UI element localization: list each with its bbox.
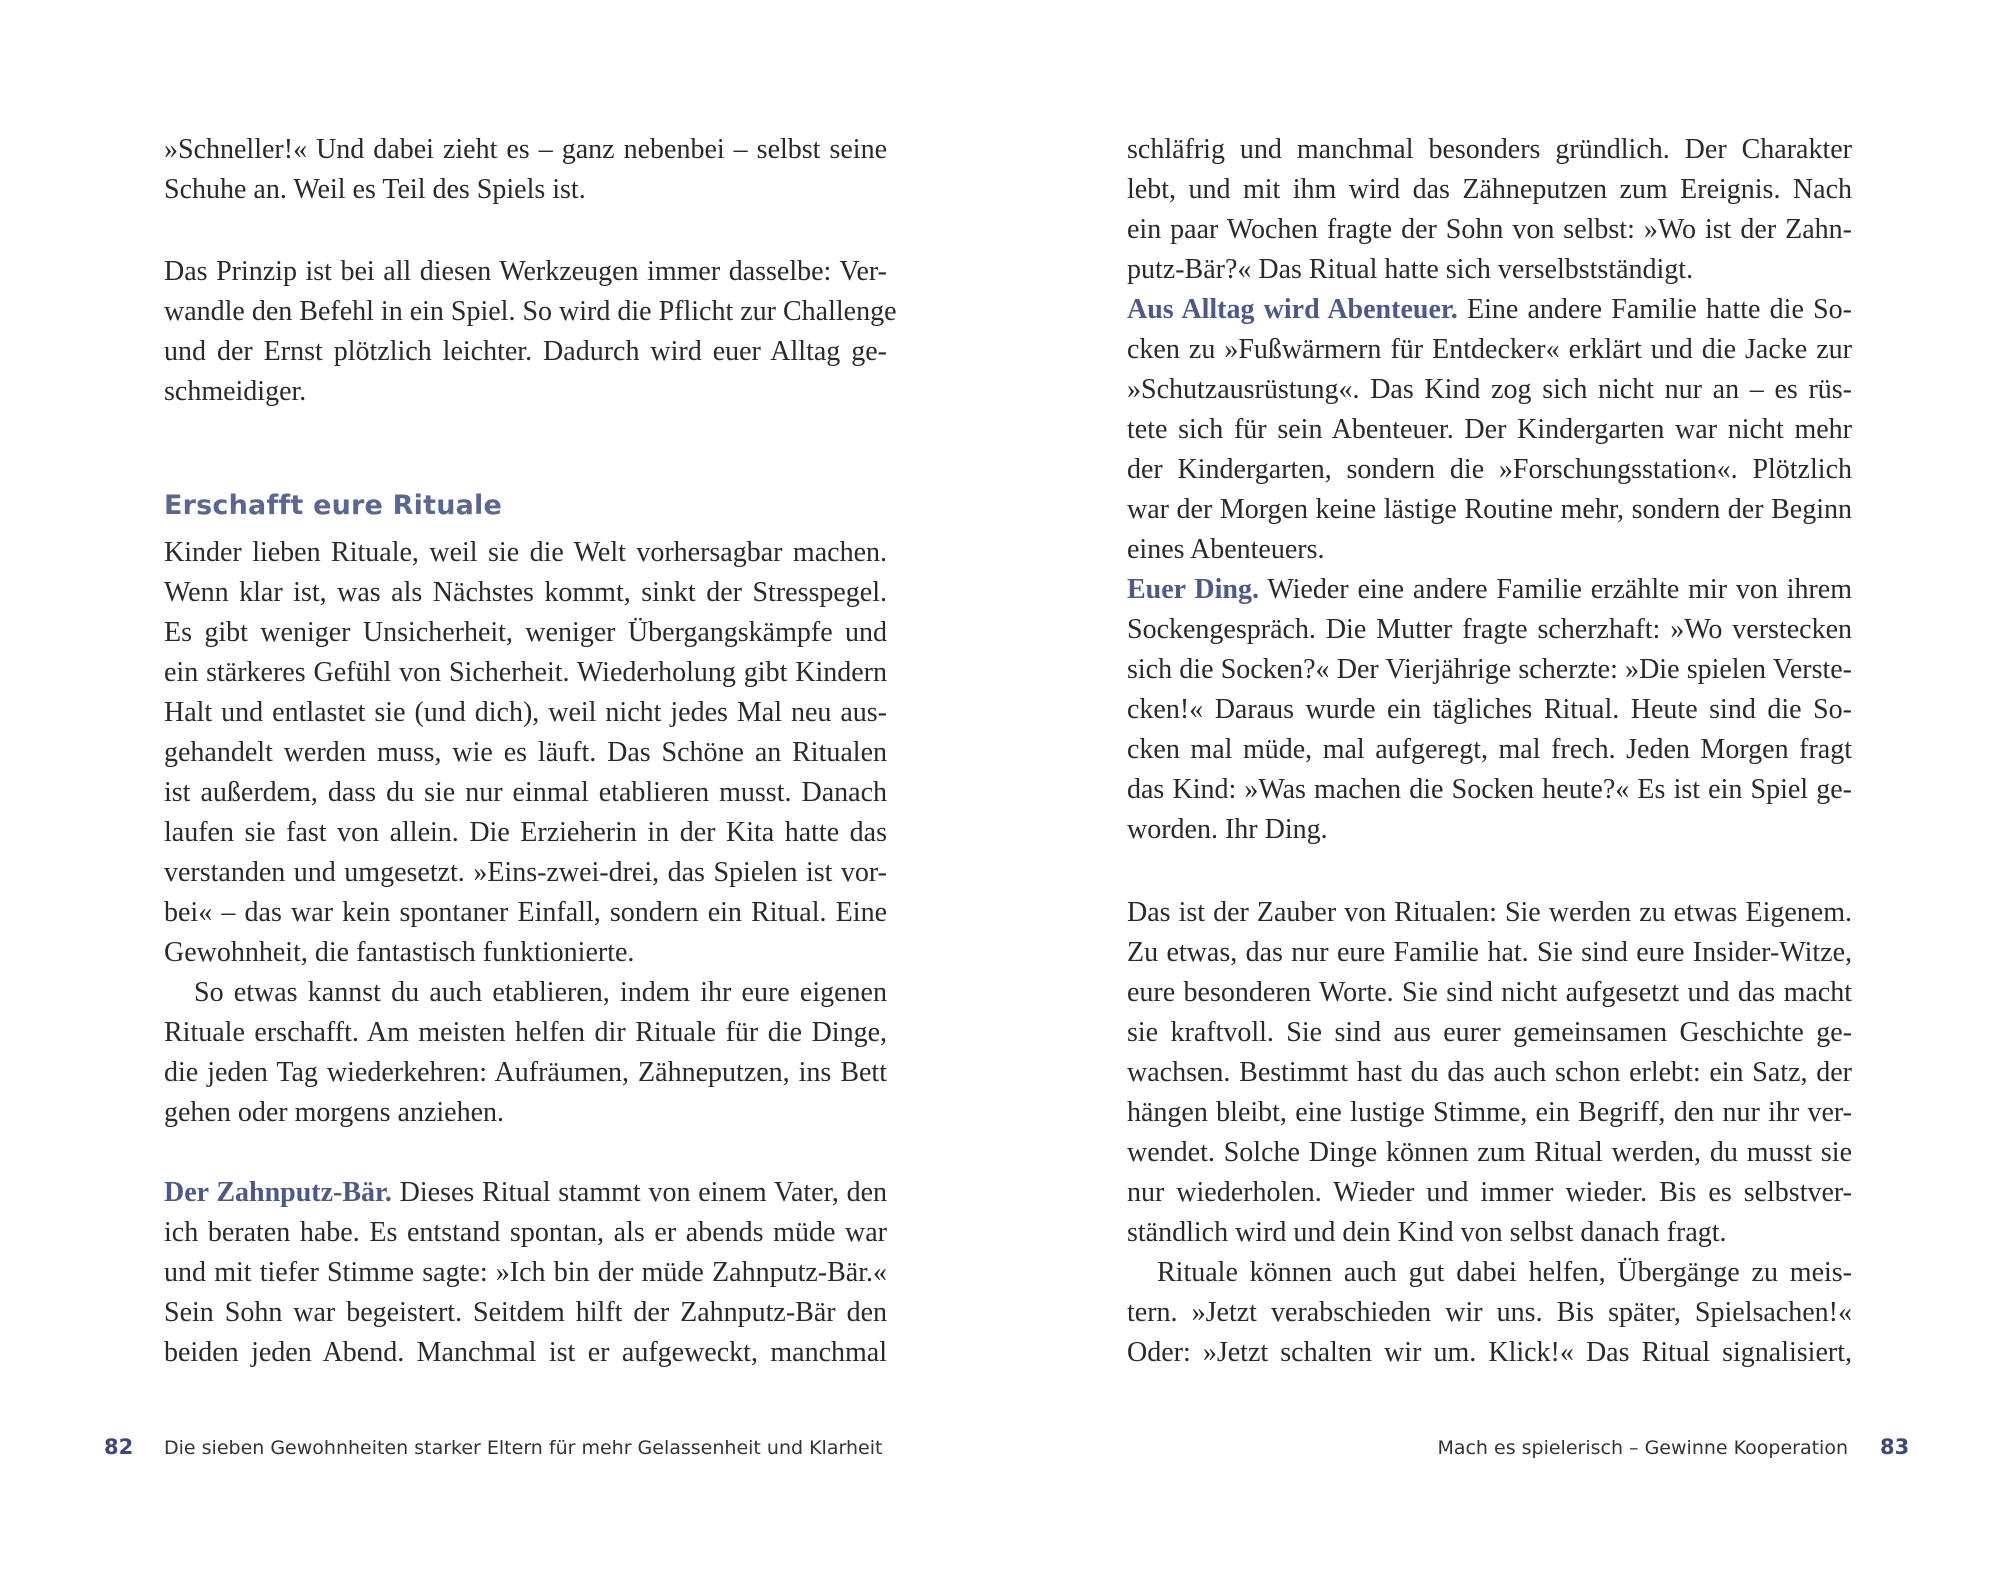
text-line: Das Prinzip ist bei all diesen Werkzeugen immer dasselbe: Ver- (164, 256, 887, 287)
section-heading: Erschafft eure Rituale (164, 490, 502, 521)
text-line: ein stärkeres Gefühl von Sicherheit. Wiederholung gibt Kindern (164, 657, 887, 688)
text-line: schläfrig und manchmal besonders gründlich. Der Charakter (1127, 134, 1852, 165)
text-line (1127, 570, 1852, 610)
text-line: wachsen. Bestimmt hast du das auch schon erlebt: ein Satz, der (1127, 1057, 1852, 1088)
run-in-heading: Aus Alltag wird Abenteuer. (1127, 294, 1458, 325)
text-line: »Schneller!« Und dabei zieht es – ganz nebenbei – selbst seine (164, 134, 887, 165)
text-line: verstanden und umgesetzt. »Eins-zwei-drei, das Spielen ist vor- (164, 857, 887, 888)
text-line: der Kindergarten, sondern die »Forschungsstation«. Plötzlich (1127, 454, 1852, 485)
text-line: schmeidiger. (164, 376, 307, 407)
text-line (164, 1173, 887, 1213)
running-head: Die sieben Gewohnheiten starker Eltern für mehr Gelassenheit und Klarheit (164, 1437, 883, 1459)
text-line: Zu etwas, das nur eure Familie hat. Sie sind eure Insider-Witze, (1127, 937, 1852, 968)
text-line: das Kind: »Was machen die Socken heute?« Es ist ein Spiel ge- (1127, 774, 1852, 805)
text-line: bei« – das war kein spontaner Einfall, sondern ein Ritual. Eine (164, 897, 887, 928)
text-line: ständlich wird und dein Kind von selbst danach fragt. (1127, 1217, 1727, 1248)
text-line: So etwas kannst du auch etablieren, indem ihr eure eigenen (194, 977, 887, 1008)
text-line: putz-Bär?« Das Ritual hatte sich verselbstständigt. (1127, 254, 1694, 285)
text-line: »Schutzausrüstung«. Das Kind zog sich nicht nur an – es rüs- (1127, 374, 1852, 405)
text-line: ein paar Wochen fragte der Sohn von selbst: »Wo ist der Zahn- (1127, 214, 1852, 245)
page-number: 83 (1880, 1435, 1910, 1459)
text-line: Halt und entlastet sie (und dich), weil nicht jedes Mal neu aus- (164, 697, 887, 728)
run-in-heading: Euer Ding. (1127, 574, 1260, 605)
text-line: und der Ernst plötzlich leichter. Dadurch wird euer Alltag ge- (164, 336, 887, 367)
text-line: Das ist der Zauber von Ritualen: Sie werden zu etwas Eigenem. (1127, 897, 1852, 928)
running-head: Mach es spielerisch – Gewinne Kooperation (1437, 1437, 1848, 1459)
text-line (1127, 290, 1852, 330)
text-line: sie kraftvoll. Sie sind aus eurer gemeinsamen Geschichte ge- (1127, 1017, 1852, 1048)
text-line: eure besonderen Worte. Sie sind nicht aufgesetzt und das macht (1127, 977, 1852, 1008)
text-line: ich beraten habe. Es entstand spontan, als er abends müde war (164, 1217, 887, 1248)
text-line: Gewohnheit, die fantastisch funktionierte. (164, 937, 635, 968)
text-line: Oder: »Jetzt schalten wir um. Klick!« Das Ritual signalisiert, (1127, 1337, 1852, 1368)
text-line: lebt, und mit ihm wird das Zähneputzen zum Ereignis. Nach (1127, 174, 1852, 205)
page-number: 82 (104, 1435, 134, 1459)
text-line: Schuhe an. Weil es Teil des Spiels ist. (164, 174, 586, 205)
text-line: eines Abenteuers. (1127, 534, 1325, 565)
text-line: wandle den Befehl in ein Spiel. So wird die Pflicht zur Challenge (164, 296, 897, 327)
text-line: ist außerdem, dass du sie nur einmal etablieren musst. Danach (164, 777, 887, 808)
text-line: Es gibt weniger Unsicherheit, weniger Übergangskämpfe und (164, 617, 887, 648)
text-line: gehen oder morgens anziehen. (164, 1097, 505, 1128)
text-run: Wieder eine andere Familie erzählte mir von ihrem (1259, 574, 1853, 605)
text-line: gehandelt werden muss, wie es läuft. Das Schöne an Ritualen (164, 737, 887, 768)
text-line: tern. »Jetzt verabschieden wir uns. Bis später, Spielsachen!« (1127, 1297, 1852, 1328)
run-in-heading: Der Zahnputz-Bär. (164, 1177, 392, 1208)
text-line: Kinder lieben Rituale, weil sie die Welt vorhersagbar machen. (164, 537, 887, 568)
text-line: nur wiederholen. Wieder und immer wieder. Bis es selbstver- (1127, 1177, 1852, 1208)
text-line: Rituale können auch gut dabei helfen, Übergänge zu meis- (1157, 1257, 1852, 1288)
text-line: und mit tiefer Stimme sagte: »Ich bin der müde Zahnputz-Bär.« (164, 1257, 887, 1288)
text-line: cken zu »Fußwärmern für Entdecker« erklärt und die Jacke zur (1127, 334, 1852, 365)
text-line: wendet. Solche Dinge können zum Ritual werden, du musst sie (1127, 1137, 1852, 1168)
text-line: tete sich für sein Abenteuer. Der Kindergarten war nicht mehr (1127, 414, 1852, 445)
text-line: war der Morgen keine lästige Routine mehr, sondern der Beginn (1127, 494, 1852, 525)
text-line: Sein Sohn war begeistert. Seitdem hilft der Zahnputz-Bär den (164, 1297, 887, 1328)
text-run: Dieses Ritual stammt von einem Vater, den (391, 1177, 887, 1208)
text-line: Sockengespräch. Die Mutter fragte scherzhaft: »Wo verstecken (1127, 614, 1852, 645)
text-line: Rituale erschafft. Am meisten helfen dir Rituale für die Dinge, (164, 1017, 887, 1048)
text-line: Wenn klar ist, was als Nächstes kommt, sinkt der Stresspegel. (164, 577, 887, 608)
text-line: beiden jeden Abend. Manchmal ist er aufgeweckt, manchmal (164, 1337, 887, 1368)
text-line: worden. Ihr Ding. (1127, 814, 1328, 845)
text-run: Eine andere Familie hatte die So- (1457, 294, 1853, 325)
text-line: cken mal müde, mal aufgeregt, mal frech. Jeden Morgen fragt (1127, 734, 1852, 765)
text-line: laufen sie fast von allein. Die Erzieherin in der Kita hatte das (164, 817, 887, 848)
text-line: die jeden Tag wiederkehren: Aufräumen, Zähneputzen, ins Bett (164, 1057, 887, 1088)
right-page (1000, 0, 2000, 1593)
text-line: cken!« Daraus wurde ein tägliches Ritual. Heute sind die So- (1127, 694, 1852, 725)
text-line: hängen bleibt, eine lustige Stimme, ein Begriff, den nur ihr ver- (1127, 1097, 1852, 1128)
text-line: sich die Socken?« Der Vierjährige scherzte: »Die spielen Verste- (1127, 654, 1852, 685)
